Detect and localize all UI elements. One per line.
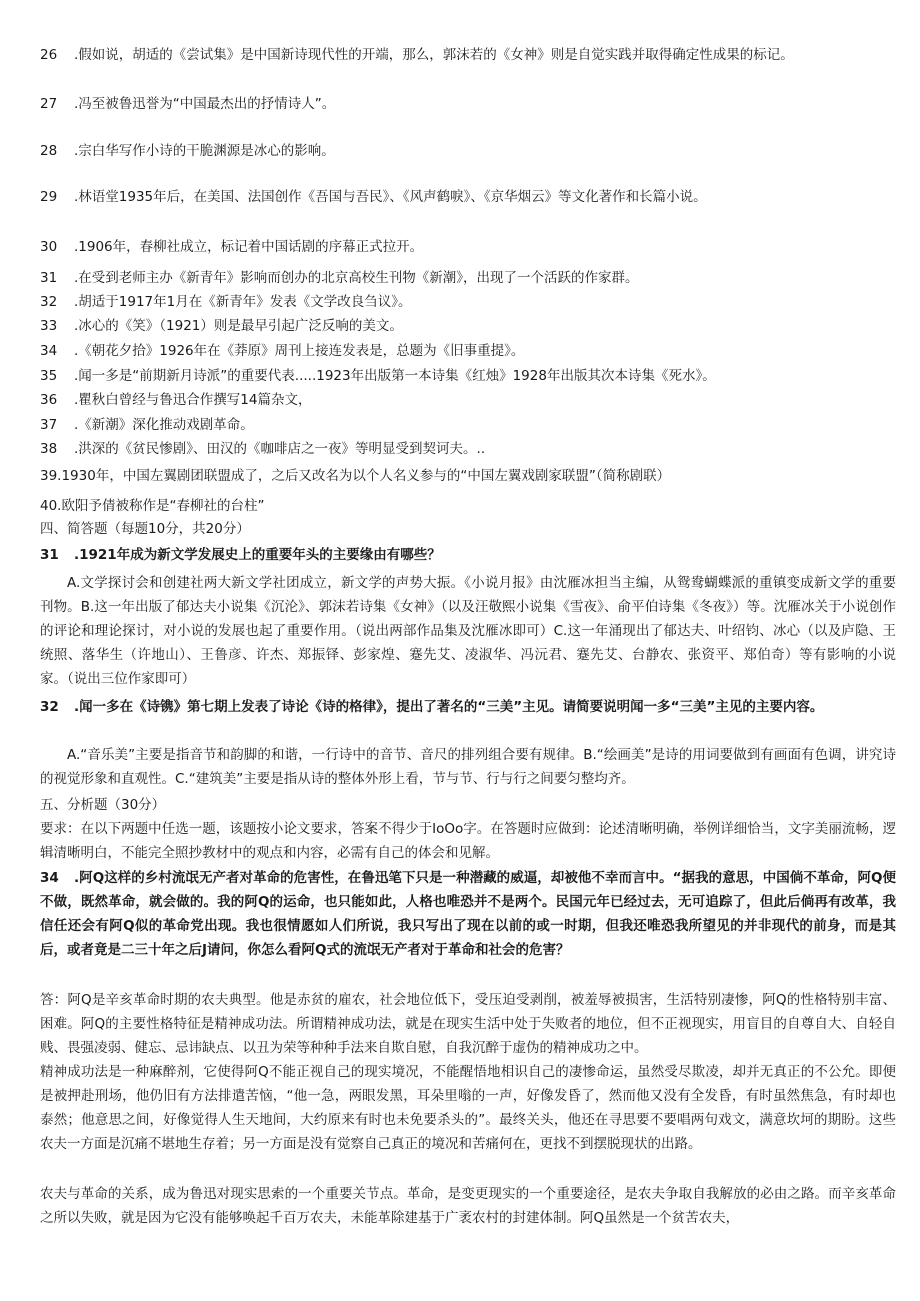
item-text: .胡适于1917年1月在《新青年》发表《文学改良刍议》。: [74, 294, 412, 310]
list-item-29: [40, 187, 707, 207]
list-item-27: [40, 94, 335, 114]
list-item-37: [40, 415, 254, 435]
item-text: .闻一多是“前期新月诗派”的重要代表.....1923年出版第一本诗集《红烛》1928年出版其次本诗集《死水》。: [74, 368, 716, 384]
item-number: 34: [40, 343, 58, 359]
section-title-short-answer: 四、简答题（每题10分，共20分）: [40, 521, 250, 537]
requirement-text: 要求：在以下两题中任选一题，该题按小论文要求，答案不得少于IoOo字。在答题时应做到：论述清晰明确，举例详细恰当，文字美丽流畅，逻辑清晰明白，不能完全照抄教材中的观点和内容，必需有自己的体会和见解。: [40, 821, 896, 861]
list-item-39: 39.1930年，中国左翼剧团联盟成了，之后又改名为以个人名义参与的“中国左翼戏剧家联盟”（简称剧联）: [40, 468, 671, 484]
answer-32: A.“音乐美”主要是指音节和韵脚的和谐，一行诗中的音节、音尺的排列组合要有规律。B.“绘画美”是诗的用词要做到有画面有色调，讲究诗的视觉形象和直观性。C.“建筑美”主要是指从诗的整体外形上看，节与节、行与行之间要匀整均齐。: [40, 747, 896, 787]
question-text: .1921年成为新文学发展史上的重要年头的主要缘由有哪些？: [74, 547, 441, 563]
item-number: 29: [40, 189, 58, 205]
item-text: .瞿秋白曾经与鲁迅合作撰写14篇杂文，: [74, 392, 312, 408]
item-number: 38: [40, 441, 58, 457]
section-title-analysis: 五、分析题（30分）: [40, 797, 166, 813]
item-number: 35: [40, 368, 58, 384]
question-31: [40, 545, 441, 565]
list-item-38: [40, 439, 485, 459]
question-34: [40, 866, 896, 962]
list-item-31: [40, 268, 639, 288]
item-number: 27: [40, 96, 58, 112]
list-item-30: [40, 237, 423, 257]
item-number: 32: [40, 294, 58, 310]
question-text: .闻一多在《诗镌》第七期上发表了诗论《诗的格律》，提出了著名的“三美”主见。请简要说明闻一多“三美”主见的主要内容。: [74, 699, 824, 715]
list-item-35: [40, 366, 716, 386]
list-item-26: [40, 45, 794, 65]
item-number: 26: [40, 47, 58, 63]
answer-34-paragraph-2: 精神成功法是一种麻醉剂，它使得阿Q不能正视自己的现实境况，不能醒悟地相识自己的凄惨命运，虽然受尽欺凌，却并无真正的不公允。即便是被押赴刑场，他仍旧有方法排遣苦恼，“他一急，两眼发黑，耳朵里嗡的一声，好像发昏了，然而他又没有全发昏，有时虽然焦急，有时却也泰然；他意思之间，好像觉得人生天地间，大约原来有时也未免要杀头的”。最终关头，他还在寻思要不要唱两句戏文，满意坎坷的期盼。这些农夫一方面是沉痛不堪地生存着；另一方面是没有觉察自己真正的境况和苦痛何在，更找不到摆脱现状的出路。: [40, 1064, 896, 1152]
list-item-36: [40, 390, 311, 410]
answer-34-paragraph-1: 答：阿Q是辛亥革命时期的农夫典型。他是赤贫的雇农，社会地位低下，受压迫受剥削，被羞辱被损害，生活特别凄惨，阿Q的性格特别丰富、困难。阿Q的主要性格特征是精神成功法。所谓精神成功法，就是在现实生活中处于失败者的地位，但不正视现实，用盲目的自尊自大、自轻自贱、畏强凌弱、健忘、忌讳缺点、以丑为荣等种种手法来自欺自慰，自我沉醉于虚伪的精神成功之中。: [40, 992, 896, 1056]
item-text: .假如说，胡适的《尝试集》是中国新诗现代性的开端，那么，郭沫若的《女神》则是自觉实践并取得确定性成果的标记。: [74, 47, 794, 63]
item-text: .《朝花夕拾》1926年在《莽原》周刊上接连发表是，总题为《旧事重提》。: [74, 343, 525, 359]
item-number: 30: [40, 239, 58, 255]
question-number: 32: [40, 699, 59, 715]
list-item-28: [40, 141, 335, 161]
item-number: 31: [40, 270, 58, 286]
item-number: 37: [40, 417, 58, 433]
question-text: .阿Q这样的乡村流氓无产者对革命的危害性，在鲁迅笔下只是一种潜藏的威逼，却被他不幸而言中。“据我的意思，中国倘不革命，阿Q便不做，既然革命，就会做的。我的阿Q的运命，也只能如此，人格也唯恐并不是两个。民国元年已经过去，无可追踪了，但此后倘再有改革，我信任还会有阿Q似的革命党出现。我也很情愿如人们所说，我只写出了现在以前的或一时期，但我还唯恐我所望见的并非现代的前身，而是其后，或者竟是二三十年之后J请问，你怎么看阿Q式的流氓无产者对于革命和社会的危害？: [40, 870, 896, 958]
item-text: .洪深的《贫民惨剧》、田汉的《咖啡店之一夜》等明显受到契诃夫。..: [74, 441, 486, 457]
item-number: 28: [40, 143, 58, 159]
answer-31: A.文学探讨会和创建社两大新文学社团成立，新文学的声势大振。《小说月报》由沈雁冰担当主编，从鸳鸯蝴蝶派的重镇变成新文学的重要刊物。B.这一年出版了郁达夫小说集《沉沦》、郭沫若诗集《女神》（以及汪敬熙小说集《雪夜》、俞平伯诗集《冬夜》）等。沈雁冰关于小说创作的评论和理论探讨，对小说的发展也起了重要作用。（说出两部作品集及沈雁冰即可）C.这一年涌现出了郁达夫、叶绍钧、冰心（以及庐隐、王统照、落华生（许地山）、王鲁彦、许杰、郑振铎、彭家煌、蹇先艾、凌淑华、冯沅君、蹇先艾、台静农、张资平、郑伯奇）等有影响的小说家。（说出三位作家即可）: [40, 575, 896, 687]
answer-34-paragraph-3: 农夫与革命的关系，成为鲁迅对现实思索的一个重要关节点。革命，是变更现实的一个重要途径，是农夫争取自我解放的必由之路。而辛亥革命之所以失败，就是因为它没有能够唤起千百万农夫，未能革除建基于广袤农村的封建体制。阿Q虽然是一个贫苦农夫，: [40, 1186, 896, 1226]
item-text: .1906年，春柳社成立，标记着中国话剧的序幕正式拉开。: [74, 239, 424, 255]
item-number: 36: [40, 392, 58, 408]
list-item-33: [40, 316, 403, 336]
question-number: 31: [40, 547, 59, 563]
item-text: .宗白华写作小诗的干脆渊源是冰心的影响。: [74, 143, 335, 159]
list-item-40: 40.欧阳予倩被称作是“春柳社的台柱”: [40, 498, 265, 514]
item-text: .在受到老师主办《新青年》影响而创办的北京高校生刊物《新潮》，出现了一个活跃的作家群。: [74, 270, 639, 286]
question-32: [40, 695, 896, 719]
item-text: .冯至被鲁迅誉为“中国最杰出的抒情诗人”。: [74, 96, 336, 112]
list-item-34: [40, 341, 524, 361]
question-number: 34: [40, 870, 59, 886]
item-text: .冰心的《笑》（1921）则是最早引起广泛反响的美文。: [74, 318, 403, 334]
item-number: 33: [40, 318, 58, 334]
item-text: .《新潮》深化推动戏剧革命。: [74, 417, 254, 433]
list-item-32: [40, 292, 412, 312]
item-text: .林语堂1935年后，在美国、法国创作《吾国与吾民》、《风声鹤唳》、《京华烟云》等文化著作和长篇小说。: [74, 189, 707, 205]
